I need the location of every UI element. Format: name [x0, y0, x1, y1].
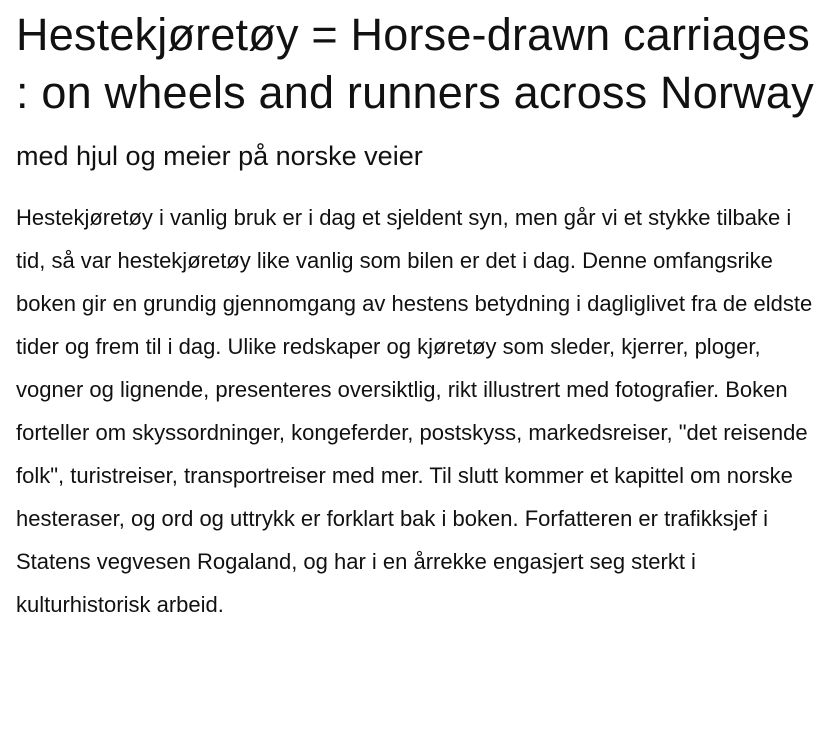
book-subtitle: med hjul og meier på norske veier — [16, 141, 423, 171]
book-title: Hestekjøretøy = Horse-drawn carriages : on wheels and runners across Norway — [16, 9, 814, 118]
book-description: Hestekjøretøy i vanlig bruk er i dag et sjeldent syn, men går vi et stykke tilbake i tid, så var hestekjøretøy like vanlig som bilen er det i dag. Denne omfangsrike boken gir en grundig gjennomgang av hestens betydning i dagliglivet fra de eldste tider og frem til i dag. Ulike redskaper og kjøretøy som sleder, kjerrer, ploger, vogner og lignende, presenteres oversiktlig, rikt illustrert med fotografier. Boken forteller om skyssordninger, kongeferder, postskyss, markedsreiser, "det reisende folk", turistreiser, transportreiser med mer. Til slutt kommer et kapittel om norske hesteraser, og ord og uttrykk er forklart bak i boken. Forfatteren er trafikksjef i Statens vegvesen Rogaland, og har i en årrekke engasjert seg sterkt i kulturhistorisk arbeid. — [16, 205, 813, 617]
